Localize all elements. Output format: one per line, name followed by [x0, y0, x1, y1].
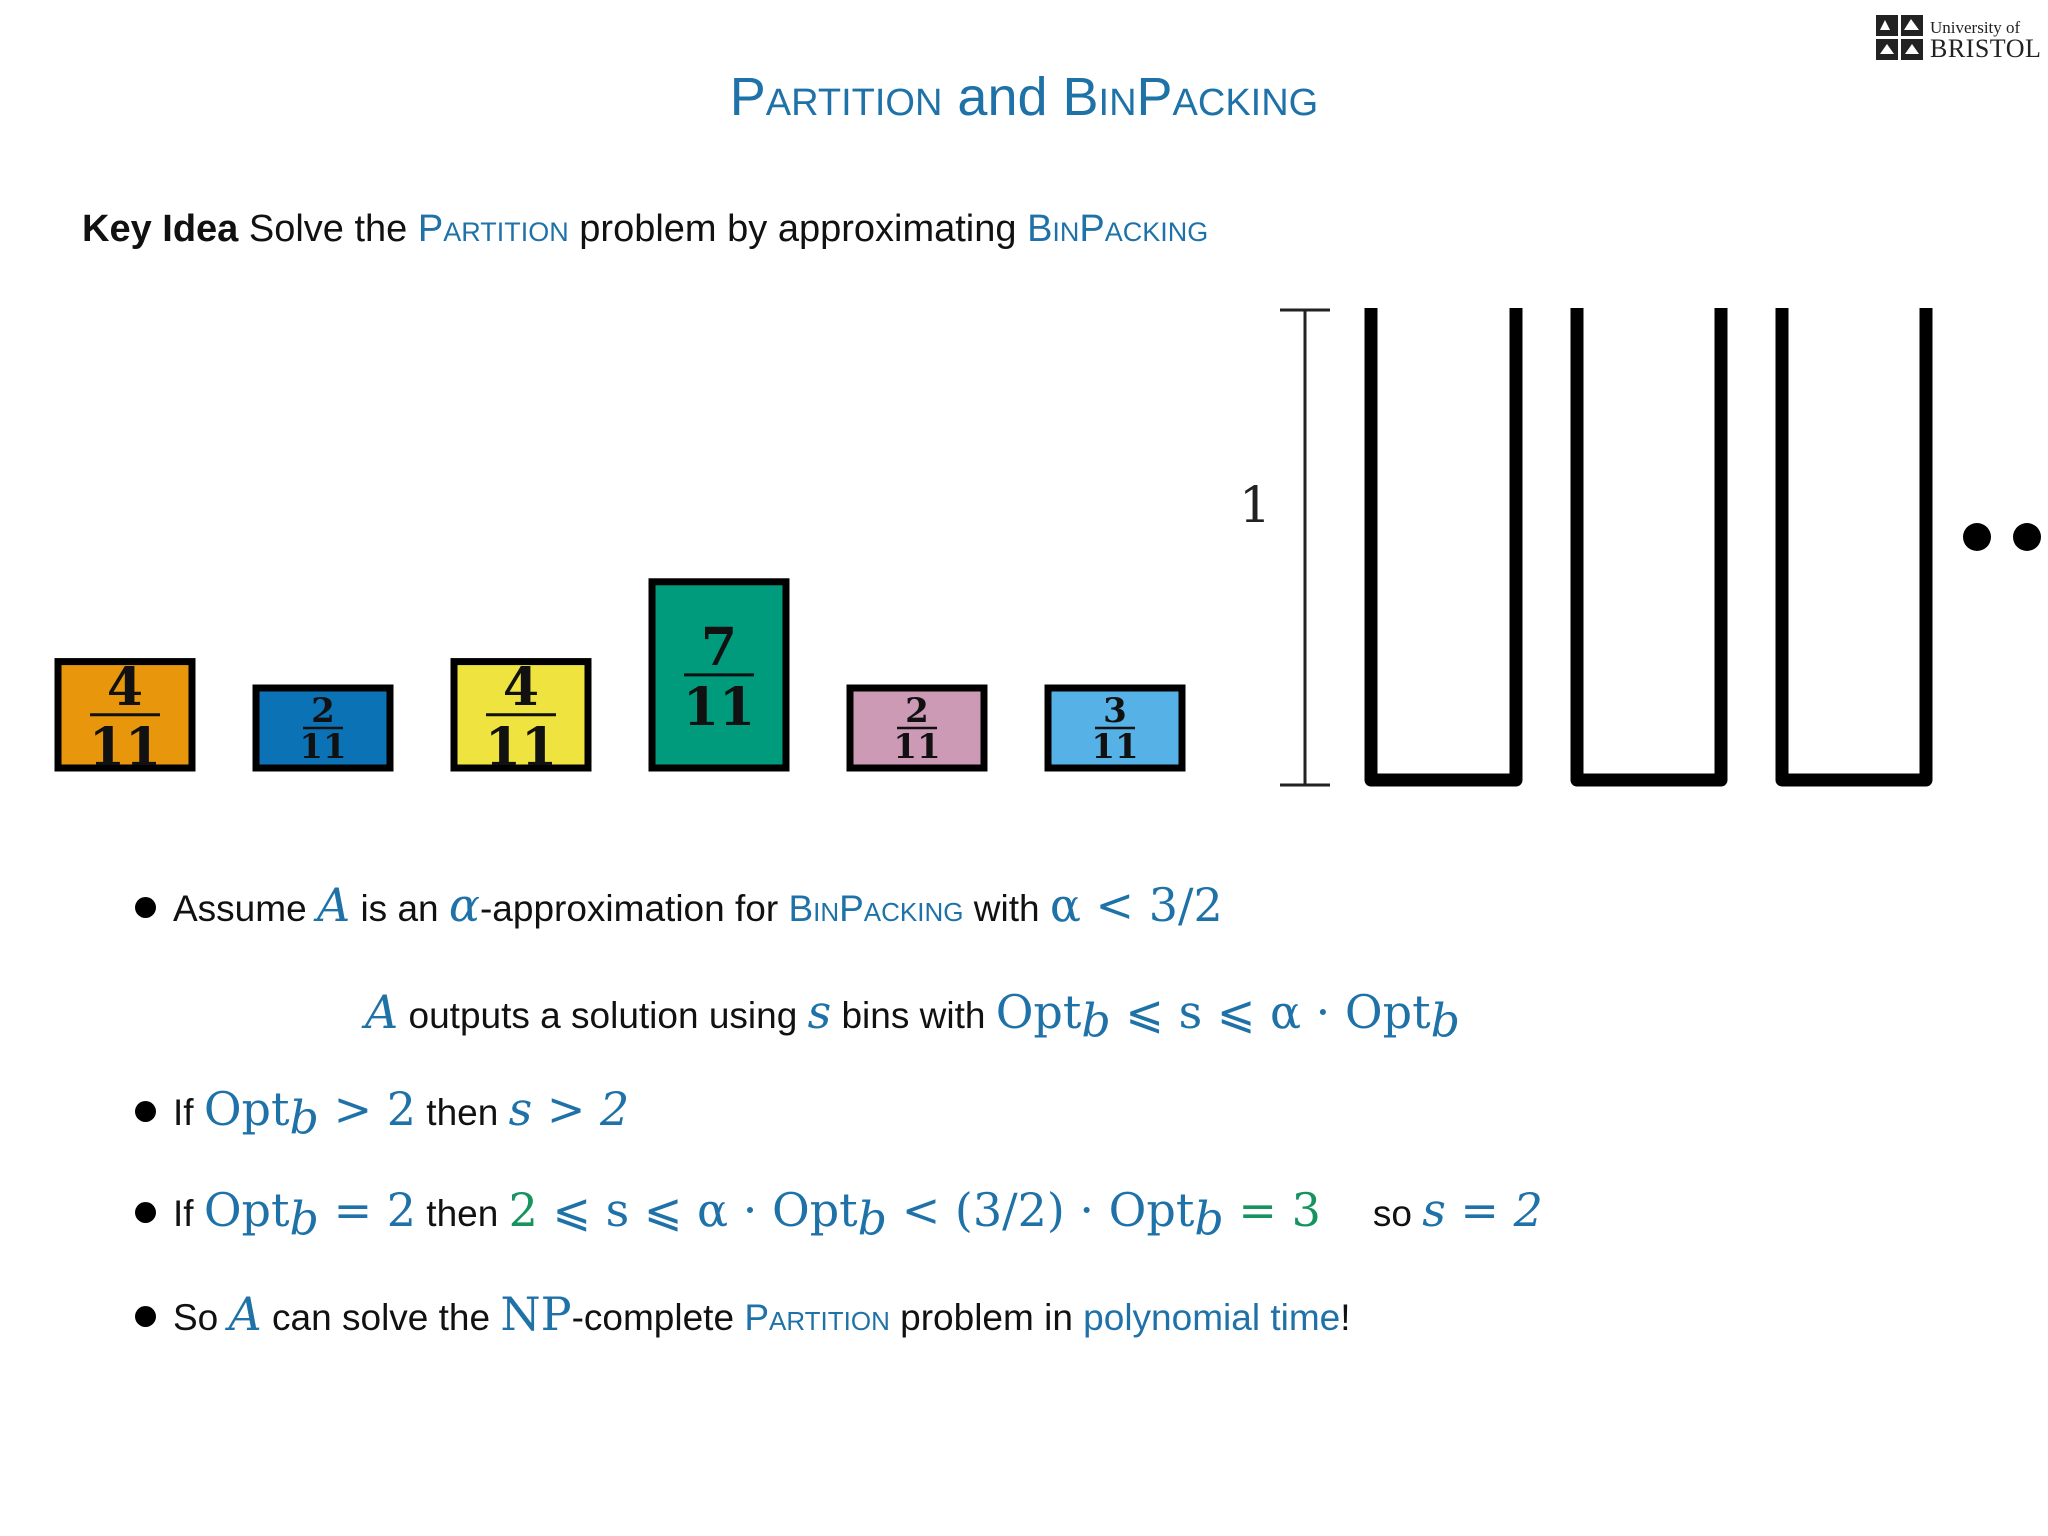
item-numerator: 7 [700, 616, 738, 678]
bullet-conclusion [135, 1287, 1351, 1341]
bullet-assume [135, 878, 1223, 932]
b1sub-opt-sub: b [1081, 993, 1111, 1048]
item-denominator: 11 [484, 716, 558, 778]
b3-text-1: If [173, 1193, 204, 1234]
b3-chain-c: < (3/2) · Opt [887, 1183, 1195, 1237]
item-block [454, 657, 588, 778]
b1sub-text-1: outputs a solution using [398, 995, 808, 1036]
b3-text-3: so [1372, 1193, 1423, 1234]
b4-text-5: ! [1340, 1297, 1351, 1338]
b2-opt-sub: b [289, 1090, 319, 1145]
item-numerator: 2 [905, 691, 929, 731]
bin-3 [1782, 308, 1926, 780]
b1sub-var-s: s [807, 985, 832, 1039]
b1-text-2: is an [350, 888, 449, 929]
bullet-opt-equal [135, 1183, 1543, 1245]
b1-text-1: Assume [173, 888, 317, 929]
key-idea-partition: Partition [417, 208, 569, 250]
b4-text-3: -complete [571, 1297, 745, 1338]
ellipsis-dot [2013, 523, 2041, 551]
bristol-crest-icon [1875, 14, 1925, 62]
item-denominator: 11 [299, 727, 347, 767]
ellipsis-dot [1963, 523, 1991, 551]
university-logo [1875, 14, 2040, 66]
b3-chain-a: 2 [508, 1183, 538, 1237]
b2-result: s > 2 [508, 1082, 630, 1136]
b4-var-a: A [228, 1287, 262, 1341]
b1-text-4: with [963, 888, 1050, 929]
item-denominator: 11 [88, 716, 162, 778]
bin-packing-diagram [0, 290, 2048, 810]
b3-condition: = 2 [318, 1183, 417, 1237]
item-numerator: 4 [106, 656, 144, 718]
b1-binpacking: BinPacking [788, 888, 964, 929]
b3-result: s = 2 [1422, 1183, 1543, 1237]
title-and: and [942, 67, 1063, 127]
bin-1 [1371, 308, 1516, 780]
key-idea-label: Key Idea [82, 208, 239, 250]
bullet-dot [135, 1101, 156, 1122]
item-denominator: 11 [893, 727, 941, 767]
item-block [58, 657, 192, 778]
bullet-opt-greater [135, 1082, 629, 1144]
b3-chain-d: = 3 [1223, 1183, 1321, 1237]
items-group [58, 582, 1182, 778]
b3-text-2: then [416, 1193, 509, 1234]
item-denominator: 11 [682, 676, 756, 738]
b4-polynomial-time: polynomial time [1083, 1297, 1341, 1338]
b1sub-opt: Opt [995, 985, 1082, 1039]
b1sub-var-a: A [365, 985, 399, 1039]
b1sub-inequality: ⩽ s ⩽ α · Opt [1110, 985, 1431, 1039]
b2-text-1: If [173, 1092, 204, 1133]
b1-var-a: A [316, 878, 351, 932]
b3-opt: Opt [203, 1183, 290, 1237]
bullet-dot [135, 1306, 156, 1327]
logo-line-1: University of [1930, 18, 2021, 37]
key-idea-text-2: problem by approximating [568, 208, 1028, 250]
b1sub-opt-sub-2: b [1430, 993, 1461, 1048]
capacity-label: 1 [1239, 476, 1271, 534]
b4-text-4: problem in [889, 1297, 1084, 1338]
b1-alpha: α [448, 878, 480, 932]
title-binpacking: BinPacking [1062, 67, 1319, 127]
b4-text-2: can solve the [261, 1297, 501, 1338]
logo-line-2: BRISTOL [1930, 34, 2042, 63]
title-partition: Partition [729, 67, 943, 127]
b3-opt-sub: b [289, 1191, 319, 1246]
b3-chain-sub: b [857, 1191, 888, 1246]
b4-partition: Partition [744, 1297, 890, 1338]
item-block [850, 688, 984, 768]
item-numerator: 4 [502, 656, 540, 718]
b3-chain-b: ⩽ s ⩽ α · Opt [537, 1183, 858, 1237]
b4-np: NP [500, 1287, 572, 1341]
key-idea-binpacking: BinPacking [1027, 208, 1209, 250]
b1sub-text-2: bins with [831, 995, 996, 1036]
bullet-assume-detail [365, 985, 1460, 1047]
key-idea [82, 208, 1208, 251]
b1-condition: α < 3/2 [1049, 878, 1223, 932]
b1-text-3: -approximation for [479, 888, 789, 929]
item-numerator: 3 [1103, 691, 1127, 731]
slide-title [0, 66, 2048, 128]
item-denominator: 11 [1091, 727, 1139, 767]
b3-chain-sub-2: b [1194, 1191, 1224, 1246]
bins-group [1239, 308, 2041, 785]
item-block [652, 582, 786, 768]
bullet-dot [135, 1202, 156, 1223]
item-block [1048, 688, 1182, 768]
b2-condition: > 2 [318, 1082, 417, 1136]
bin-2 [1577, 308, 1721, 780]
item-block [256, 688, 390, 768]
bullet-dot [135, 897, 156, 918]
b4-text-1: So [173, 1297, 229, 1338]
b2-opt: Opt [203, 1082, 290, 1136]
b2-text-2: then [416, 1092, 509, 1133]
key-idea-text-1: Solve the [238, 208, 418, 250]
item-numerator: 2 [311, 691, 335, 731]
